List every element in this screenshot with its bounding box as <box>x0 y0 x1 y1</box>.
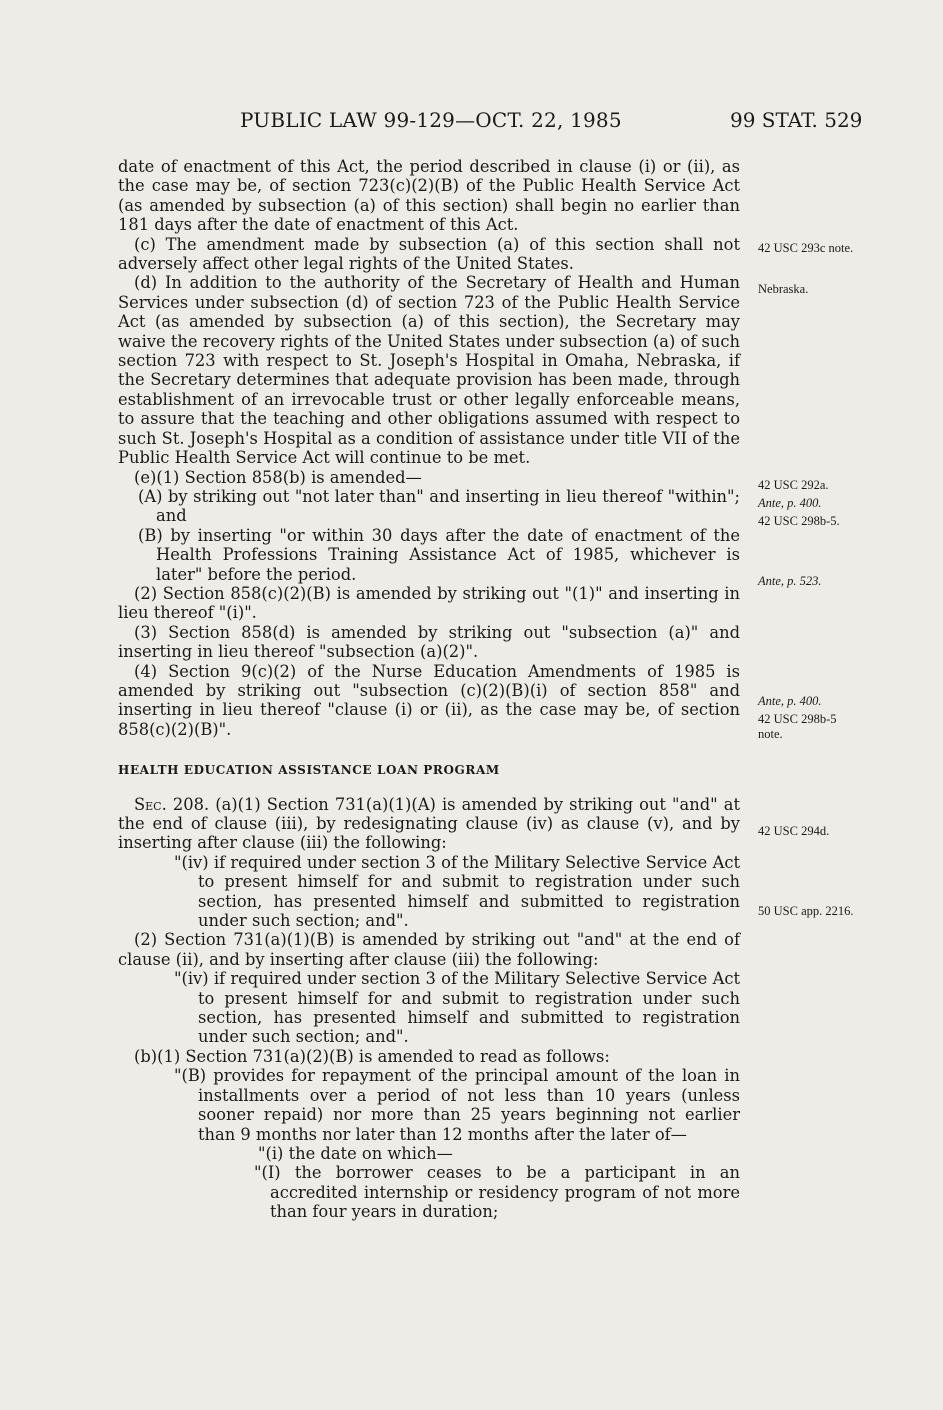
paragraph-continuation: date of enactment of this Act, the period described in clause (i) or (ii), as the case may be, of section 723(c)(2)(B) of the Public Health Service Act (as amended by subsection (a) of this section) shall begin no earlier than 181 days after the date of enactment of this Act. <box>118 157 740 235</box>
quoted-clause-iv-1: "(iv) if required under section 3 of the Military Selective Service Act to present himself for and submit to registration under such section, has presented himself and submitted to registration under such section; and". <box>174 852 740 931</box>
section-208-a1 <box>118 795 740 853</box>
margin-note-50usc-app-2216: 50 USC app. 2216. <box>758 904 854 918</box>
margin-note-42usc298b5: 42 USC 298b-5. <box>758 514 840 528</box>
section-208-b1: (b)(1) Section 731(a)(2)(B) is amended to read as follows: <box>134 1046 610 1066</box>
margin-note-42usc293c: 42 USC 293c note. <box>758 241 854 255</box>
margin-note-42usc298b5-note: 42 USC 298b-5 note. <box>758 712 837 741</box>
paragraph-e3: (3) Section 858(d) is amended by striking out "subsection (a)" and inserting in lieu thereof "subsection (a)(2)". <box>118 622 740 662</box>
paragraph-e2: (2) Section 858(c)(2)(B) is amended by striking out "(1)" and inserting in lieu thereof "(i)". <box>118 583 740 623</box>
paragraph-e4: (4) Section 9(c)(2) of the Nurse Education Amendments of 1985 is amended by striking out "subsection (c)(2)(B)(i) of section 858" and inserting in lieu thereof "clause (i) or (ii), as the case may be, of section 858(c)(2)(B)". <box>118 661 740 739</box>
margin-note-ante-523: Ante, p. 523. <box>758 574 822 588</box>
running-header-title: PUBLIC LAW 99-129—OCT. 22, 1985 <box>240 108 622 132</box>
paragraph-e1-B: (B) by inserting "or within 30 days after the date of enactment of the Health Professions Training Assistance Act of 1985, whichever is later" before the period. <box>138 525 740 584</box>
statute-page-number: 99 STAT. 529 <box>730 108 863 132</box>
margin-note-nebraska: Nebraska. <box>758 282 809 296</box>
paragraph-e1: (e)(1) Section 858(b) is amended— <box>134 467 422 487</box>
paragraph-e1-A: (A) by striking out "not later than" and inserting in lieu thereof "within"; and <box>138 486 740 526</box>
margin-note-ante-400: Ante, p. 400. <box>758 496 822 510</box>
main-text-column <box>118 157 740 1222</box>
section-heading: HEALTH EDUCATION ASSISTANCE LOAN PROGRAM <box>118 763 500 778</box>
margin-note-ante-400-b: Ante, p. 400. <box>758 694 822 708</box>
quoted-clause-B: "(B) provides for repayment of the principal amount of the loan in installments over a period of not less than 10 years (unless sooner repaid) nor more than 25 years beginning not earlier than 9 months nor later than 12 months after the later of— <box>174 1066 740 1144</box>
section-208-a1-text: 208. (a)(1) Section 731(a)(1)(A) is amended by striking out "and" at the end of clause (iii), by redesignating clause (iv) as clause (v), and by inserting after clause (iii) the following: <box>118 794 740 853</box>
paragraph-d: (d) In addition to the authority of the Secretary of Health and Human Services under subsection (d) of section 723 of the Public Health Service Act (as amended by subsection (a) of this section), the Secretary may waive the recovery rights of the United States under subsection (a) of such section 723 with respect to St. Joseph's Hospital in Omaha, Nebraska, if the Secretary determines that adequate provision has been made, through establishment of an irrevocable trust or other legally enforceable means, to assure that the teaching and other obligations assumed with respect to such St. Joseph's Hospital as a condition of assistance under title VII of the Public Health Service Act will continue to be met. <box>118 273 740 468</box>
quoted-subclause-I: "(I) the borrower ceases to be a participant in an accredited internship or residency program of not more than four years in duration; <box>254 1163 740 1222</box>
quoted-clause-iv-2: "(iv) if required under section 3 of the Military Selective Service Act to present himself for and submit to registration under such section, has presented himself and submitted to registration under such section; and". <box>174 969 740 1047</box>
sec-label: Sec. <box>134 794 167 814</box>
margin-note-42usc292a: 42 USC 292a. <box>758 478 829 492</box>
margin-note-42usc294d: 42 USC 294d. <box>758 824 830 838</box>
paragraph-c: (c) The amendment made by subsection (a) of this section shall not adversely affect other legal rights of the United States. <box>118 234 740 274</box>
quoted-clause-i: "(i) the date on which— <box>258 1143 453 1163</box>
section-208-a2: (2) Section 731(a)(1)(B) is amended by striking out "and" at the end of clause (ii), and by inserting after clause (iii) the following: <box>118 930 740 969</box>
